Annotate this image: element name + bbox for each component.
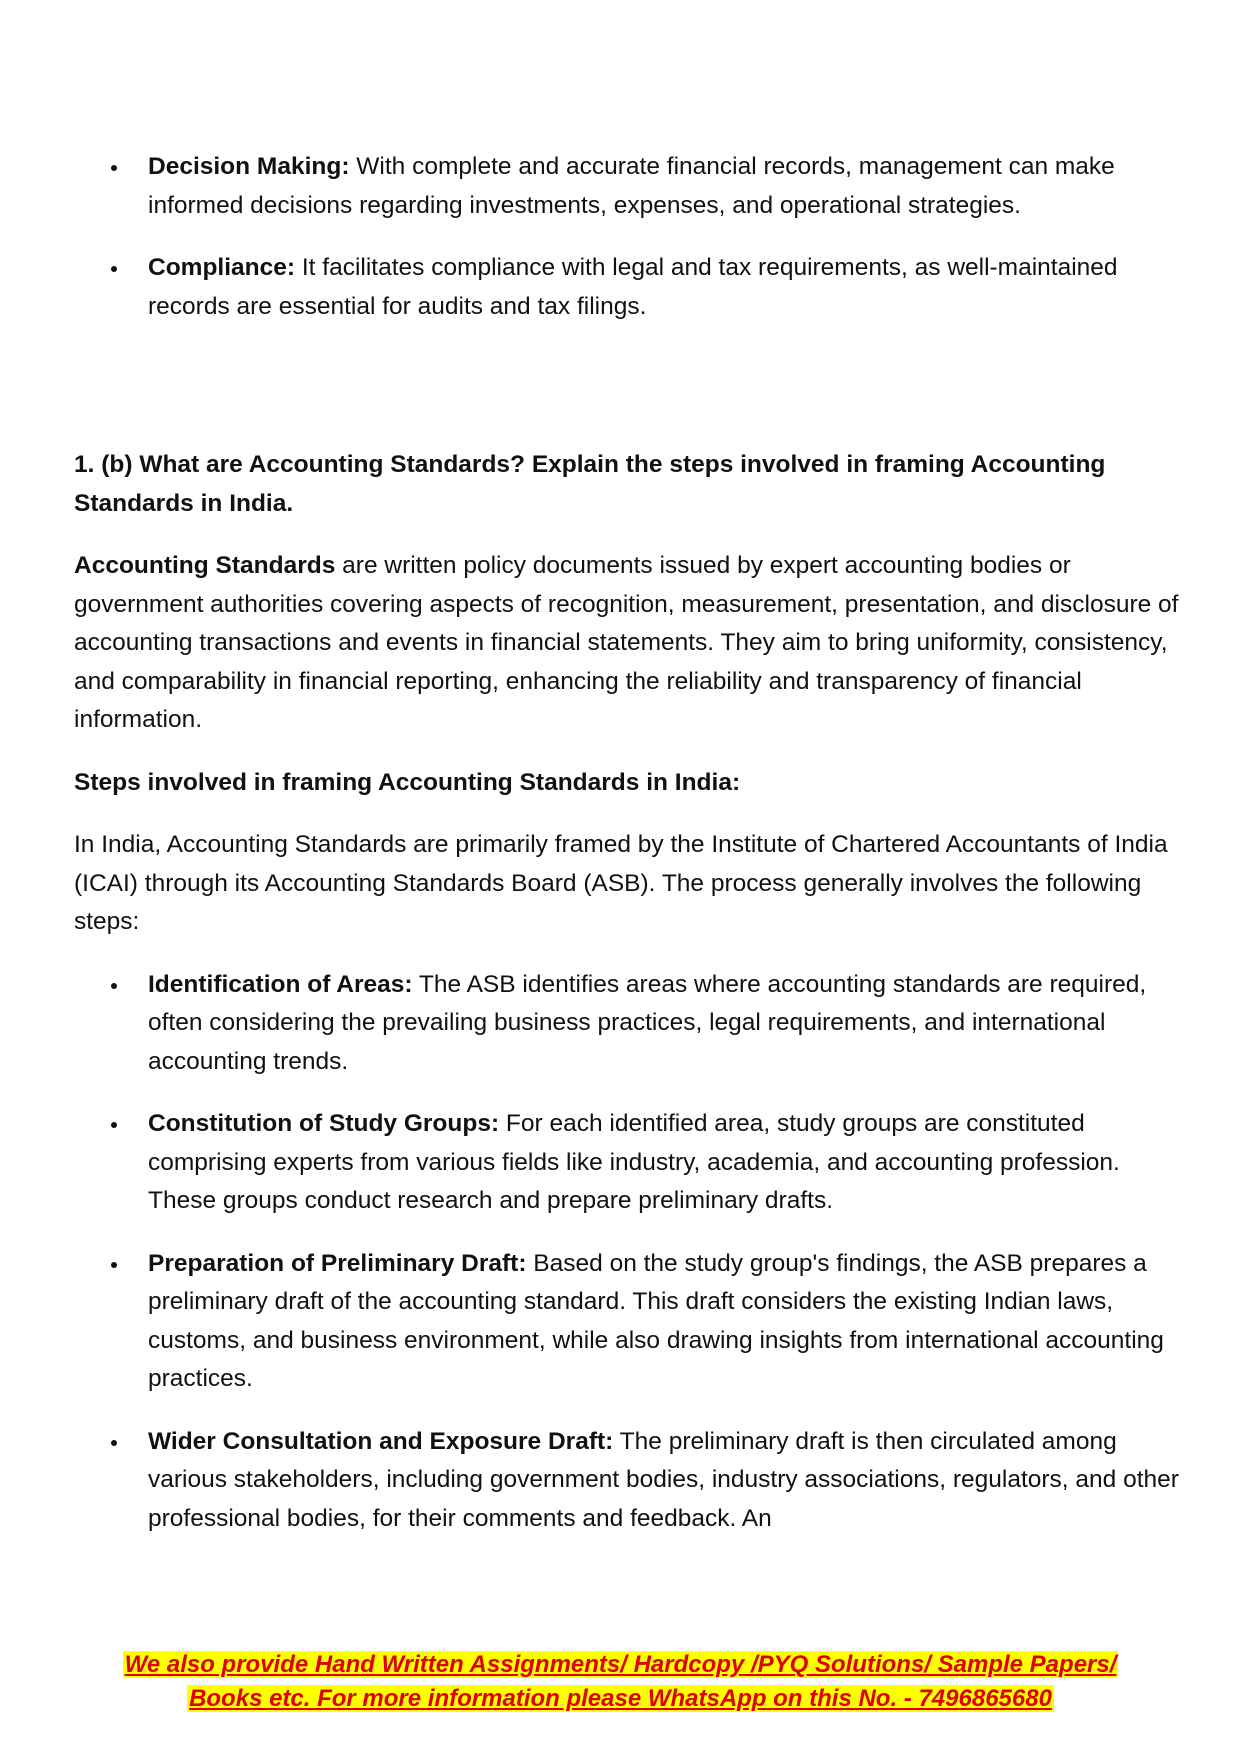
footer-line-1: We also provide Hand Written Assignments/ Hardcopy /PYQ Solutions/ Sample Papers/ bbox=[124, 1651, 1117, 1678]
bullet-text: It facilitates compliance with legal and tax requirements, as well-maintained records are essential for audits and tax filings. bbox=[148, 254, 1118, 320]
footer-line-2: Books etc. For more information please WhatsApp on this No. - 7496865680 bbox=[189, 1685, 1052, 1712]
bullet-icon bbox=[111, 1262, 117, 1268]
list-item bbox=[74, 1105, 1184, 1221]
list-item bbox=[74, 1245, 1184, 1399]
step-term: Wider Consultation and Exposure Draft: bbox=[148, 1427, 614, 1455]
bullet-icon bbox=[111, 165, 117, 171]
step-text: For each identified area, study groups are constituted comprising experts from various fields like industry, academia, and accounting profession. These groups conduct research and prepare preliminary drafts. bbox=[148, 1110, 1120, 1214]
bullet-text: With complete and accurate financial records, management can make informed decisions regarding investments, expenses, and operational strategies. bbox=[148, 153, 1115, 219]
step-text: The preliminary draft is then circulated among various stakeholders, including government bodies, industry associations, regulators, and other professional bodies, for their comments and feedback. An bbox=[148, 1427, 1179, 1532]
bullet-icon bbox=[111, 1122, 117, 1128]
list-item bbox=[74, 249, 1184, 326]
definition-term: Accounting Standards bbox=[74, 552, 336, 579]
top-bullet-list bbox=[74, 148, 1184, 326]
bullet-term: Compliance: bbox=[148, 254, 296, 281]
list-item bbox=[74, 148, 1184, 225]
question-heading: 1. (b) What are Accounting Standards? Explain the steps involved in framing Accounting Standards in India. bbox=[74, 451, 1106, 517]
bullet-term: Decision Making: bbox=[148, 153, 350, 180]
steps-heading: Steps involved in framing Accounting Standards in India: bbox=[74, 768, 741, 796]
step-text: The ASB identifies areas where accounting standards are required, often considering the prevailing business practices, legal requirements, and international accounting trends. bbox=[148, 970, 1147, 1075]
steps-intro: In India, Accounting Standards are primarily framed by the Institute of Chartered Accountants of India (ICAI) through its Accounting Standards Board (ASB). The process generally involves the following steps: bbox=[74, 831, 1168, 935]
bullet-icon bbox=[111, 983, 117, 989]
steps-list bbox=[74, 966, 1184, 1539]
bullet-icon bbox=[111, 1440, 117, 1446]
list-item bbox=[74, 1423, 1184, 1539]
list-item bbox=[74, 966, 1184, 1082]
promo-footer bbox=[0, 1648, 1241, 1716]
definition-paragraph bbox=[74, 547, 1184, 740]
bullet-icon bbox=[111, 266, 117, 272]
definition-text: are written policy documents issued by expert accounting bodies or government authorities covering aspects of recognition, measurement, presentation, and disclosure of accounting transactions and events in financial statements. They aim to bring uniformity, consistency, and comparability in financial reporting, enhancing the reliability and transparency of financial information. bbox=[74, 552, 1179, 733]
page-content bbox=[74, 148, 1184, 1562]
step-text: Based on the study group's findings, the ASB prepares a preliminary draft of the accounting standard. This draft considers the existing Indian laws, customs, and business environment, while also drawing insights from international accounting practices. bbox=[148, 1249, 1164, 1392]
step-term: Preparation of Preliminary Draft: bbox=[148, 1249, 527, 1277]
step-term: Identification of Areas: bbox=[148, 970, 413, 998]
step-term: Constitution of Study Groups: bbox=[148, 1110, 500, 1137]
